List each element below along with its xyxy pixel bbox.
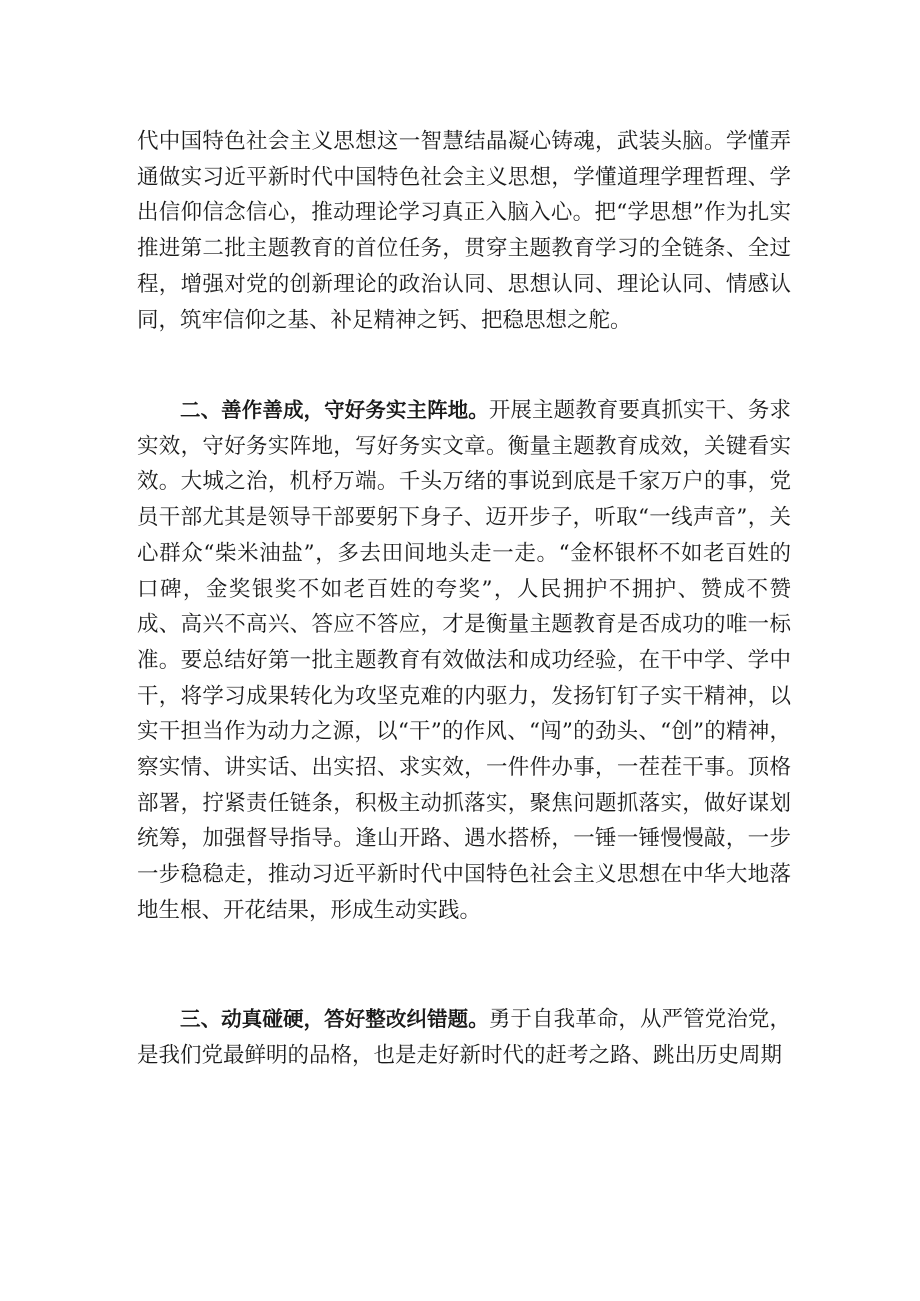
paragraph-text: 勇于自我革命，从严管党治党，是我们党最鲜明的品格，也是走好新时代的赶考之路、跳出历史周期 (137, 1007, 791, 1068)
paragraph-section-two (137, 393, 791, 929)
paragraph-body (137, 1002, 791, 1073)
paragraph-section-three (137, 1002, 791, 1073)
paragraph-text: 开展主题教育要真抓实干、务求实效，守好务实阵地，写好务实文章。衡量主题教育成效，关键看实效。大城之治，机杼万端。千头万绪的事说到底是千家万户的事，党员干部尤其是领导干部要躬下身子、迈开步子，听取“一线声音”，关心群众“柴米油盐”，多去田间地头走一走。“金杯银杯不如老百姓的口碑，金奖银奖不如老百姓的夸奖”，人民拥护不拥护、赞成不赞成、高兴不高兴、答应不答应，才是衡量主题教育是否成功的唯一标准。要总结好第一批主题教育有效做法和成功经验，在干中学、学中干，将学习成果转化为攻坚克难的内驱力，发扬钉钉子实干精神，以实干担当作为动力之源，以“干”的作风、“闯”的劲头、“创”的精神，察实情、讲实话、出实招、求实效，一件件办事，一茬茬干事。顶格部署，拧紧责任链条，积极主动抓落实，聚焦问题抓落实，做好谋划统筹，加强督导指导。逢山开路、遇水搭桥，一锤一锤慢慢敲，一步一步稳稳走，推动习近平新时代中国特色社会主义思想在中华大地落地生根、开花结果，形成生动实践。 (137, 398, 791, 923)
paragraph-body (137, 393, 791, 929)
section-heading: 三、动真碰硬，答好整改纠错题。 (180, 1007, 489, 1031)
section-heading: 二、善作善成，守好务实主阵地。 (180, 398, 489, 422)
paragraph-text: 代中国特色社会主义思想这一智慧结晶凝心铸魂，武装头脑。学懂弄通做实习近平新时代中国特色社会主义思想，学懂道理学理哲理、学出信仰信念信心，推动理论学习真正入脑入心。把“学思想”作为扎实推进第二批主题教育的首位任务，贯穿主题教育学习的全链条、全过程，增强对党的创新理论的政治认同、思想认同、理论认同、情感认同，筑牢信仰之基、补足精神之钙、把稳思想之舵。 (137, 129, 791, 333)
paragraph-continued (137, 124, 791, 338)
